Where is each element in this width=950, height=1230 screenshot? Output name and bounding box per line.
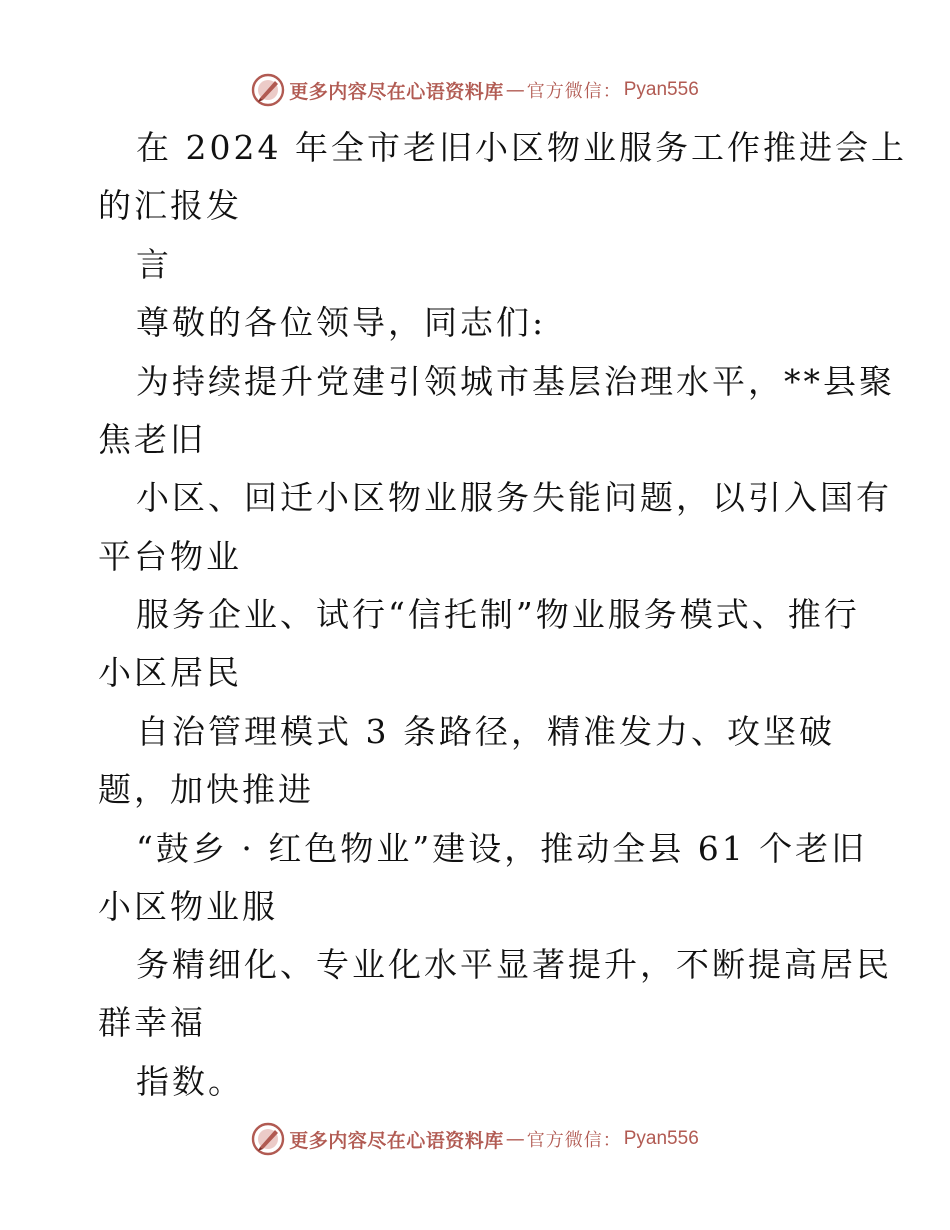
- watermark-separator: —: [505, 1128, 525, 1150]
- body-line: 小区、回迁小区物业服务失能问题，以引入国有: [136, 478, 892, 517]
- quill-logo-icon: [251, 73, 285, 107]
- body-line: “鼓乡 · 红色物业”建设，推动全县 61 个老旧: [136, 829, 868, 868]
- watermark-handle: Pyan556: [623, 1128, 699, 1149]
- body-line: 指数。: [136, 1062, 244, 1101]
- body-line: 小区物业服: [98, 887, 278, 926]
- title-line-3: 言: [136, 245, 172, 284]
- watermark-separator: —: [505, 79, 525, 101]
- watermark-handle: Pyan556: [623, 79, 699, 100]
- footer-watermark: [0, 1119, 950, 1159]
- body-line: 为持续提升党建引领城市基层治理水平，**县聚: [136, 362, 895, 401]
- body-line: 自治管理模式 3 条路径，精准发力、攻坚破: [136, 712, 835, 751]
- body-line: 群幸福: [98, 1003, 206, 1042]
- quill-logo-icon: [251, 1122, 285, 1156]
- header-watermark: [0, 70, 950, 110]
- salutation: 尊敬的各位领导，同志们:: [136, 303, 547, 342]
- title-line-1: 在 2024 年全市老旧小区物业服务工作推进会上: [136, 128, 907, 167]
- body-line: 小区居民: [98, 653, 242, 692]
- title-line-2: 的汇报发: [98, 186, 242, 225]
- watermark-label: 官方微信：: [526, 81, 622, 102]
- body-line: 题，加快推进: [98, 770, 314, 809]
- watermark-site-name: 更多内容尽在心语资料库: [289, 1129, 504, 1152]
- body-line: 服务企业、试行“信托制”物业服务模式、推行: [136, 595, 860, 634]
- watermark-site-name: 更多内容尽在心语资料库: [289, 80, 504, 103]
- body-line: 焦老旧: [98, 420, 206, 459]
- body-line: 平台物业: [98, 537, 242, 576]
- body-line: 务精细化、专业化水平显著提升，不断提高居民: [136, 945, 892, 984]
- watermark-label: 官方微信：: [526, 1130, 622, 1151]
